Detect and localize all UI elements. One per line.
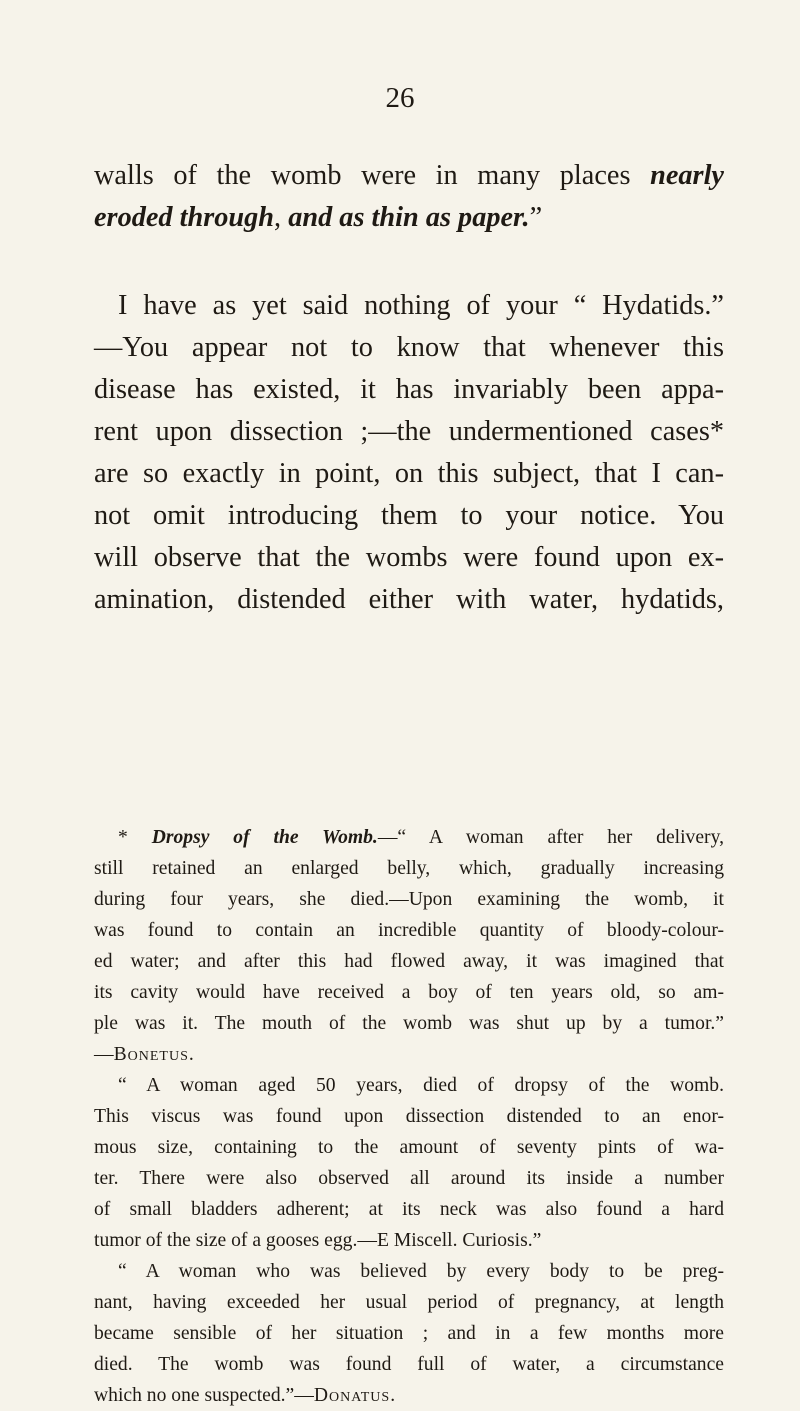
page-number: 26 <box>385 82 415 114</box>
text-line: disease has existed, it has invariably been appa- <box>94 374 724 405</box>
footnote-line: ter. There were also observed all around its inside a number <box>94 1168 724 1189</box>
text-line: walls of the womb were in many places nearly <box>94 160 724 191</box>
footnote <box>94 822 724 1411</box>
text-line: not omit introducing them to your notice. You <box>94 500 724 531</box>
emphasis-eroded: eroded through <box>94 202 275 233</box>
footnote-line: its cavity would have received a boy of ten years old, so am- <box>94 982 724 1003</box>
text-line: eroded through, and as thin as paper.” <box>94 202 543 233</box>
footnote-title: Dropsy of the Womb. <box>151 827 378 848</box>
paragraph-walls <box>94 155 724 239</box>
footnote-line: “ A woman aged 50 years, died of dropsy of the womb. <box>118 1075 724 1096</box>
footnote-line: This viscus was found upon dissection distended to an enor- <box>94 1106 724 1127</box>
footnote-line: still retained an enlarged belly, which, gradually increasing <box>94 858 724 879</box>
footnote-line: during four years, she died.—Upon examining the womb, it <box>94 889 724 910</box>
footnote-line: became sensible of her situation ; and in a few months more <box>94 1323 724 1344</box>
footnote-line: “ A woman who was believed by every body to be preg- <box>118 1261 724 1282</box>
footnote-line: ple was it. The mouth of the womb was shut up by a tumor.” <box>94 1013 724 1034</box>
footnote-line: was found to contain an incredible quantity of bloody-colour- <box>94 920 724 941</box>
emphasis-nearly: nearly <box>650 160 724 191</box>
footnote-source: —Bonetus. <box>94 1044 195 1065</box>
text-line: —You appear not to know that whenever this <box>94 332 724 363</box>
source-donatus: Donatus. <box>313 1385 397 1406</box>
footnote-line: ed water; and after this had flowed away, it was imagined that <box>94 951 724 972</box>
source-bonetus: Bonetus. <box>113 1044 195 1065</box>
paragraph-hydatids <box>94 285 724 621</box>
text-line: will observe that the wombs were found upon ex- <box>94 542 724 573</box>
text-line: are so exactly in point, on this subject, that I can- <box>94 458 724 489</box>
text-line: amination, distended either with water, hydatids, <box>94 584 724 615</box>
footnote-line: died. The womb was found full of water, a circumstance <box>94 1354 724 1375</box>
footnote-line: nant, having exceeded her usual period of pregnancy, at length <box>94 1292 724 1313</box>
text-line: rent upon dissection ;—the undermentioned cases* <box>94 416 724 447</box>
text-line: I have as yet said nothing of your “ Hydatids.” <box>118 290 724 321</box>
footnote-line: tumor of the size of a gooses egg.—E Miscell. Curiosis.” <box>94 1230 542 1251</box>
footnote-line: of small bladders adherent; at its neck was also found a hard <box>94 1199 724 1220</box>
footnote-line: mous size, containing to the amount of seventy pints of wa- <box>94 1137 724 1158</box>
footnote-line: * Dropsy of the Womb.—“ A woman after her delivery, <box>118 827 724 848</box>
emphasis-thin: and as thin as paper. <box>288 202 530 233</box>
footnote-line: which no one suspected.”—Donatus. <box>94 1385 397 1406</box>
